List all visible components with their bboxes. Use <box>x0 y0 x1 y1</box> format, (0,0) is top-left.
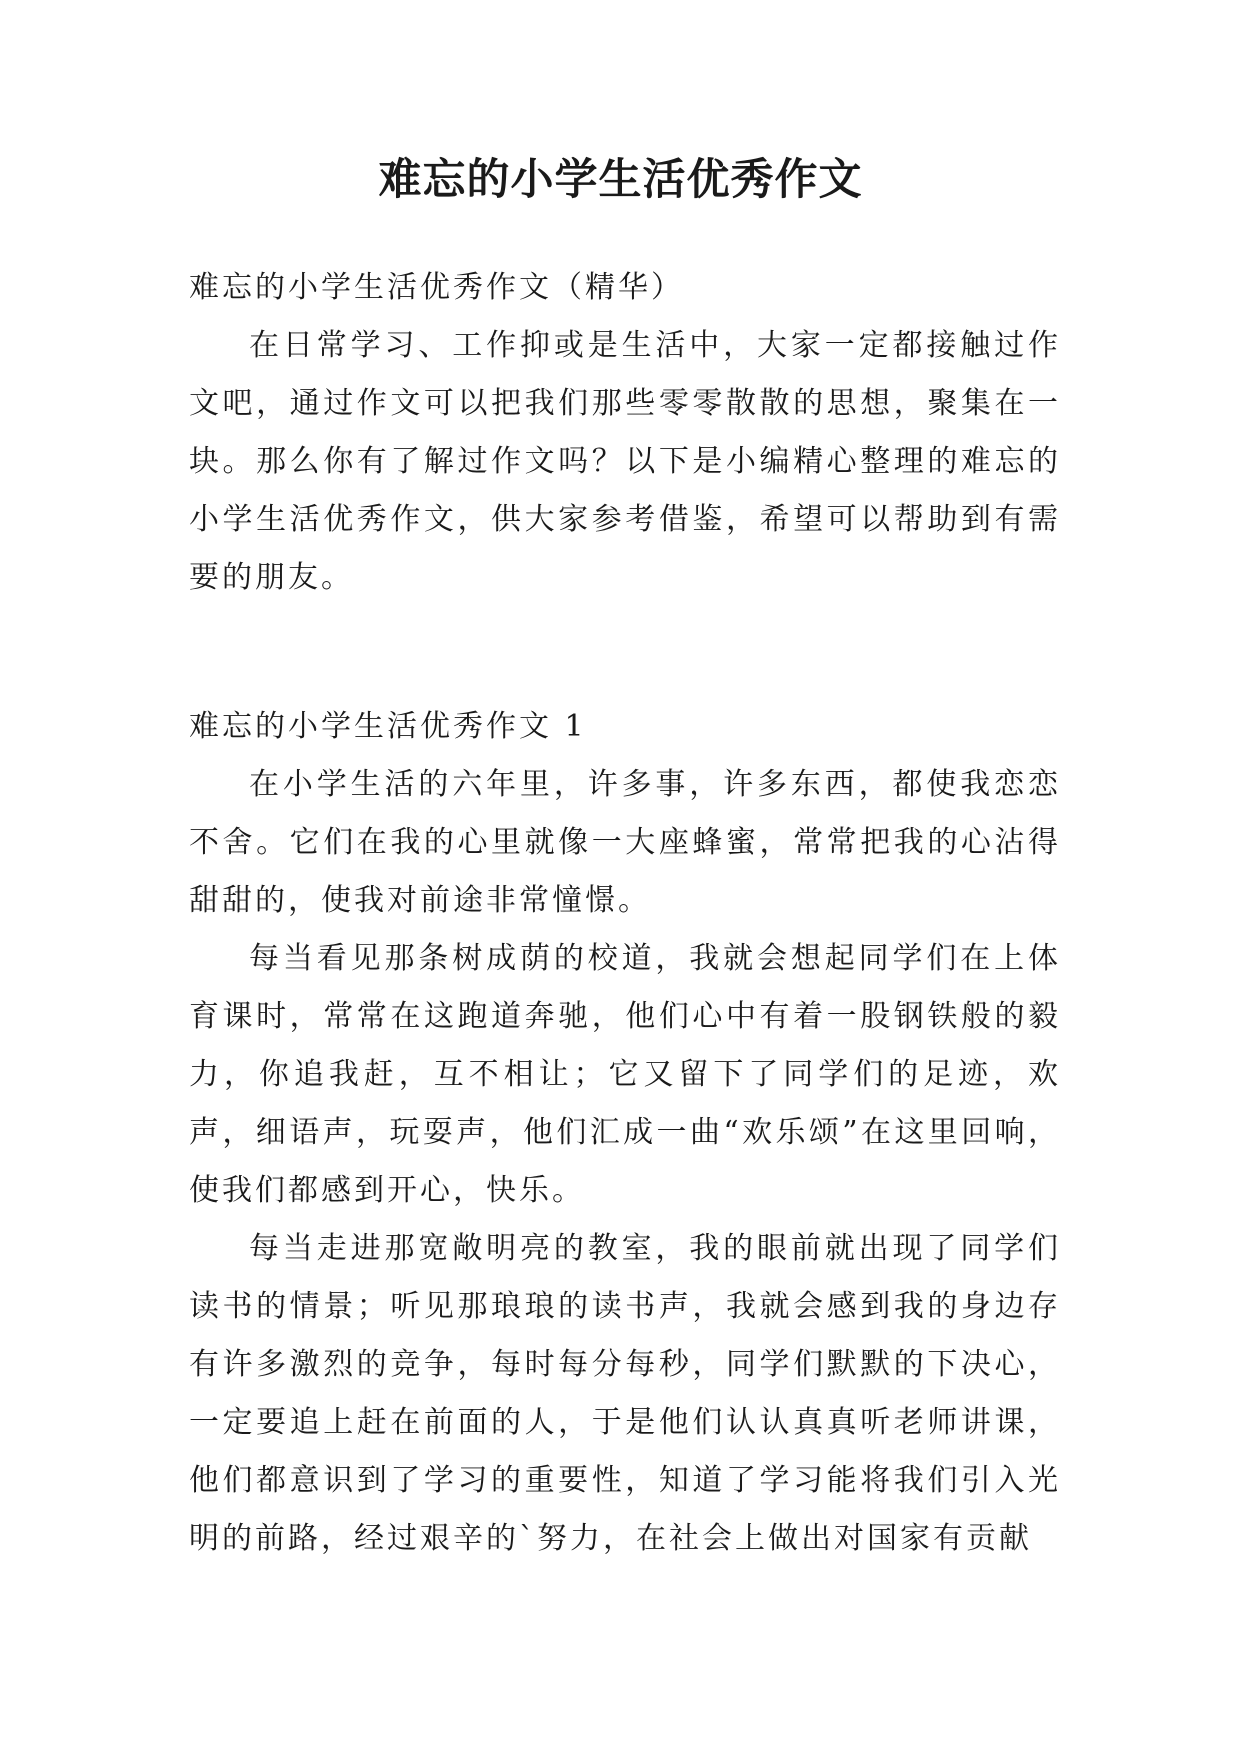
essay-1-paragraph: 在小学生活的六年里，许多事，许多东西，都使我恋恋不舍。它们在我的心里就像一大座蜂蜜，常常把我的心沾得甜甜的，使我对前途非常憧憬。 <box>189 767 1061 918</box>
intro-heading: 难忘的小学生活优秀作文（精华） <box>189 270 684 305</box>
document-title: 难忘的小学生活优秀作文 <box>378 155 863 205</box>
document-body <box>189 259 1061 1568</box>
essay-1-paragraph: 每当走进那宽敞明亮的教室，我的眼前就出现了同学们读书的情景；听见那琅琅的读书声，我就会感到我的身边存有许多激烈的竞争，每时每分每秒，同学们默默的下决心，一定要追上赶在前面的人，于是他们认认真真听老师讲课，他们都意识到了学习的重要性，知道了学习能将我们引入光明的前路，经过艰辛的`努力，在社会上做出对国家有贡献 <box>189 1231 1061 1556</box>
essay-1-heading: 难忘的小学生活优秀作文 1 <box>189 709 587 744</box>
intro-paragraph: 在日常学习、工作抑或是生活中，大家一定都接触过作文吧，通过作文可以把我们那些零零散散的思想，聚集在一块。那么你有了解过作文吗？以下是小编精心整理的难忘的小学生活优秀作文，供大家参考借鉴，希望可以帮助到有需要的朋友。 <box>189 328 1061 595</box>
essay-1-paragraph: 每当看见那条树成荫的校道，我就会想起同学们在上体育课时，常常在这跑道奔驰，他们心中有着一股钢铁般的毅力，你追我赶，互不相让；它又留下了同学们的足迹，欢声，细语声，玩耍声，他们汇成一曲“欢乐颂”在这里回响，使我们都感到开心，快乐。 <box>189 941 1061 1208</box>
section-spacer <box>189 607 1061 698</box>
